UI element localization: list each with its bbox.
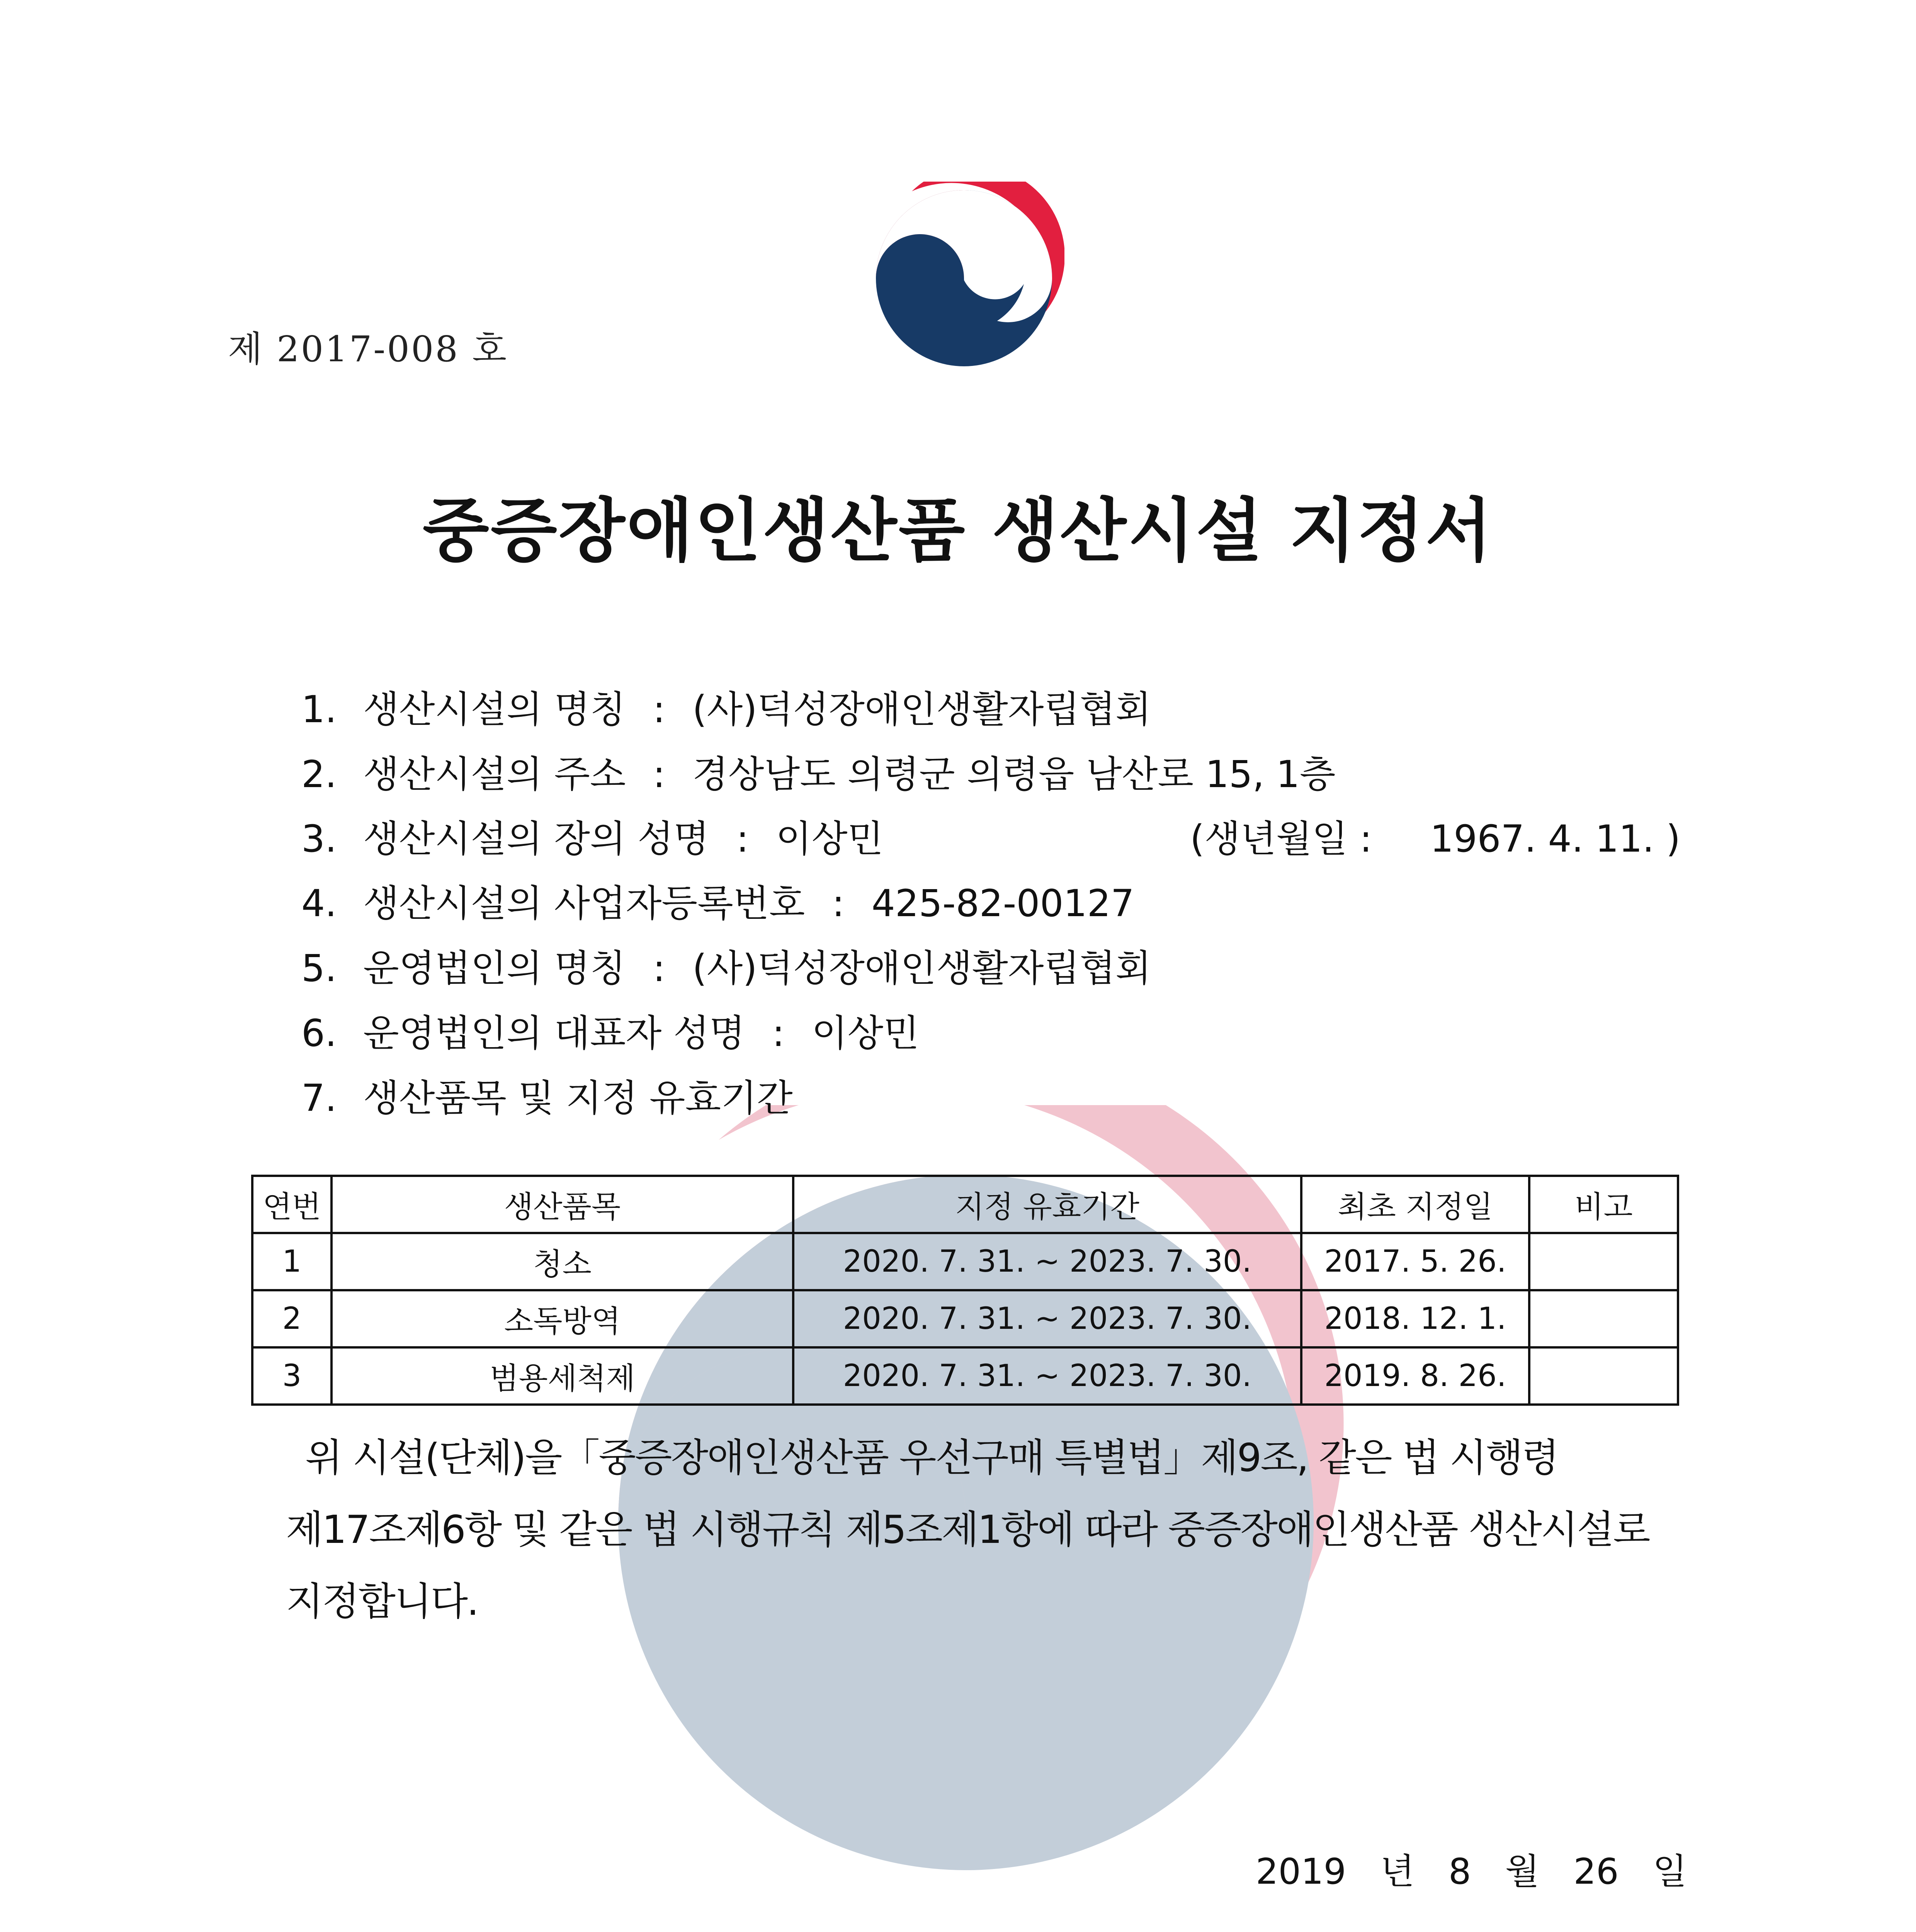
government-emblem-logo: [871, 182, 1064, 367]
table-row: [252, 1233, 1678, 1290]
date-day-unit: 일: [1652, 1851, 1687, 1892]
statement-line: 지정합니다.: [286, 1579, 478, 1624]
birth-date-value: 1967. 4. 11. ): [1430, 817, 1681, 861]
header-cell: 연번: [252, 1176, 332, 1233]
item-label: 생산시설의 명칭: [363, 688, 626, 731]
statement-line: 제17조제6항 및 같은 법 시행규칙 제5조제1항에 따라 중증장애인생산품 생산시설로: [286, 1507, 1649, 1552]
date-year-unit: 년: [1380, 1851, 1415, 1892]
birth-date: [1190, 810, 1680, 862]
table-cell: 청소: [332, 1233, 793, 1290]
table-cell: [1529, 1290, 1678, 1347]
certificate-number: 제 2017-008 호: [228, 328, 508, 370]
date-month: 8: [1448, 1851, 1471, 1892]
header-cell: 지정 유효기간: [793, 1176, 1301, 1233]
item-number: 6.: [301, 1012, 337, 1055]
issue-date: [1256, 1843, 1687, 1894]
item-value: (사)덕성장애인생활자립협회: [692, 947, 1151, 990]
table-cell: 2017. 5. 26.: [1301, 1233, 1529, 1290]
table-cell: 1: [252, 1233, 332, 1290]
header-cell: 비고: [1529, 1176, 1678, 1233]
item-label: 생산품목 및 지정 유효기간: [363, 1077, 793, 1120]
item-corporation-name: [301, 939, 1151, 992]
table-cell: 2: [252, 1290, 332, 1347]
birth-date-label: (생년월일 :: [1190, 817, 1372, 861]
item-value: 이상민: [776, 817, 884, 861]
table-cell: 2018. 12. 1.: [1301, 1290, 1529, 1347]
item-label: 생산시설의 주소: [363, 753, 626, 796]
item-separator: :: [653, 753, 666, 796]
designation-statement: [286, 1422, 1677, 1638]
item-business-number: [301, 874, 1134, 927]
item-facility-name: [301, 680, 1151, 733]
table-header-row: [252, 1176, 1678, 1233]
item-facility-head: [301, 810, 883, 862]
item-products-validity: [301, 1069, 793, 1122]
item-label: 운영법인의 대표자 성명: [363, 1012, 745, 1055]
item-number: 4.: [301, 882, 337, 925]
date-day: 26: [1573, 1851, 1619, 1892]
item-value: 425-82-00127: [871, 882, 1134, 925]
table-cell: 2020. 7. 31. ~ 2023. 7. 30.: [793, 1290, 1301, 1347]
item-separator: :: [772, 1012, 785, 1055]
item-number: 1.: [301, 688, 337, 731]
table-cell: 2019. 8. 26.: [1301, 1347, 1529, 1405]
table-cell: 3: [252, 1347, 332, 1405]
item-separator: :: [653, 688, 666, 731]
table-cell: 소독방역: [332, 1290, 793, 1347]
date-month-unit: 월: [1505, 1851, 1540, 1892]
table-cell: 범용세척제: [332, 1347, 793, 1405]
header-cell: 최초 지정일: [1301, 1176, 1529, 1233]
item-number: 2.: [301, 753, 337, 796]
table-cell: 2020. 7. 31. ~ 2023. 7. 30.: [793, 1347, 1301, 1405]
item-number: 3.: [301, 817, 337, 861]
table-cell: 2020. 7. 31. ~ 2023. 7. 30.: [793, 1233, 1301, 1290]
date-year: 2019: [1256, 1851, 1346, 1892]
document-title: 중증장애인생산품 생산시설 지정서: [422, 491, 1494, 571]
item-value: 이상민: [811, 1012, 919, 1055]
table-cell: [1529, 1233, 1678, 1290]
item-value: (사)덕성장애인생활자립협회: [692, 688, 1151, 731]
item-separator: :: [736, 817, 749, 861]
item-value: 경상남도 의령군 의령읍 남산로 15, 1층: [692, 753, 1336, 796]
item-number: 5.: [301, 947, 337, 990]
item-separator: :: [653, 947, 666, 990]
item-representative: [301, 1004, 919, 1057]
item-separator: :: [832, 882, 845, 925]
table-row: [252, 1290, 1678, 1347]
item-label: 생산시설의 장의 성명: [363, 817, 709, 861]
item-label: 운영법인의 명칭: [363, 947, 626, 990]
products-table: [251, 1175, 1679, 1406]
item-label: 생산시설의 사업자등록번호: [363, 882, 805, 925]
header-cell: 생산품목: [332, 1176, 793, 1233]
table-row: [252, 1347, 1678, 1405]
item-facility-address: [301, 745, 1336, 798]
table-cell: [1529, 1347, 1678, 1405]
item-number: 7.: [301, 1077, 337, 1120]
statement-line: 위 시설(단체)을「중증장애인생산품 우선구매 특별법」제9조, 같은 법 시행령: [305, 1435, 1558, 1480]
